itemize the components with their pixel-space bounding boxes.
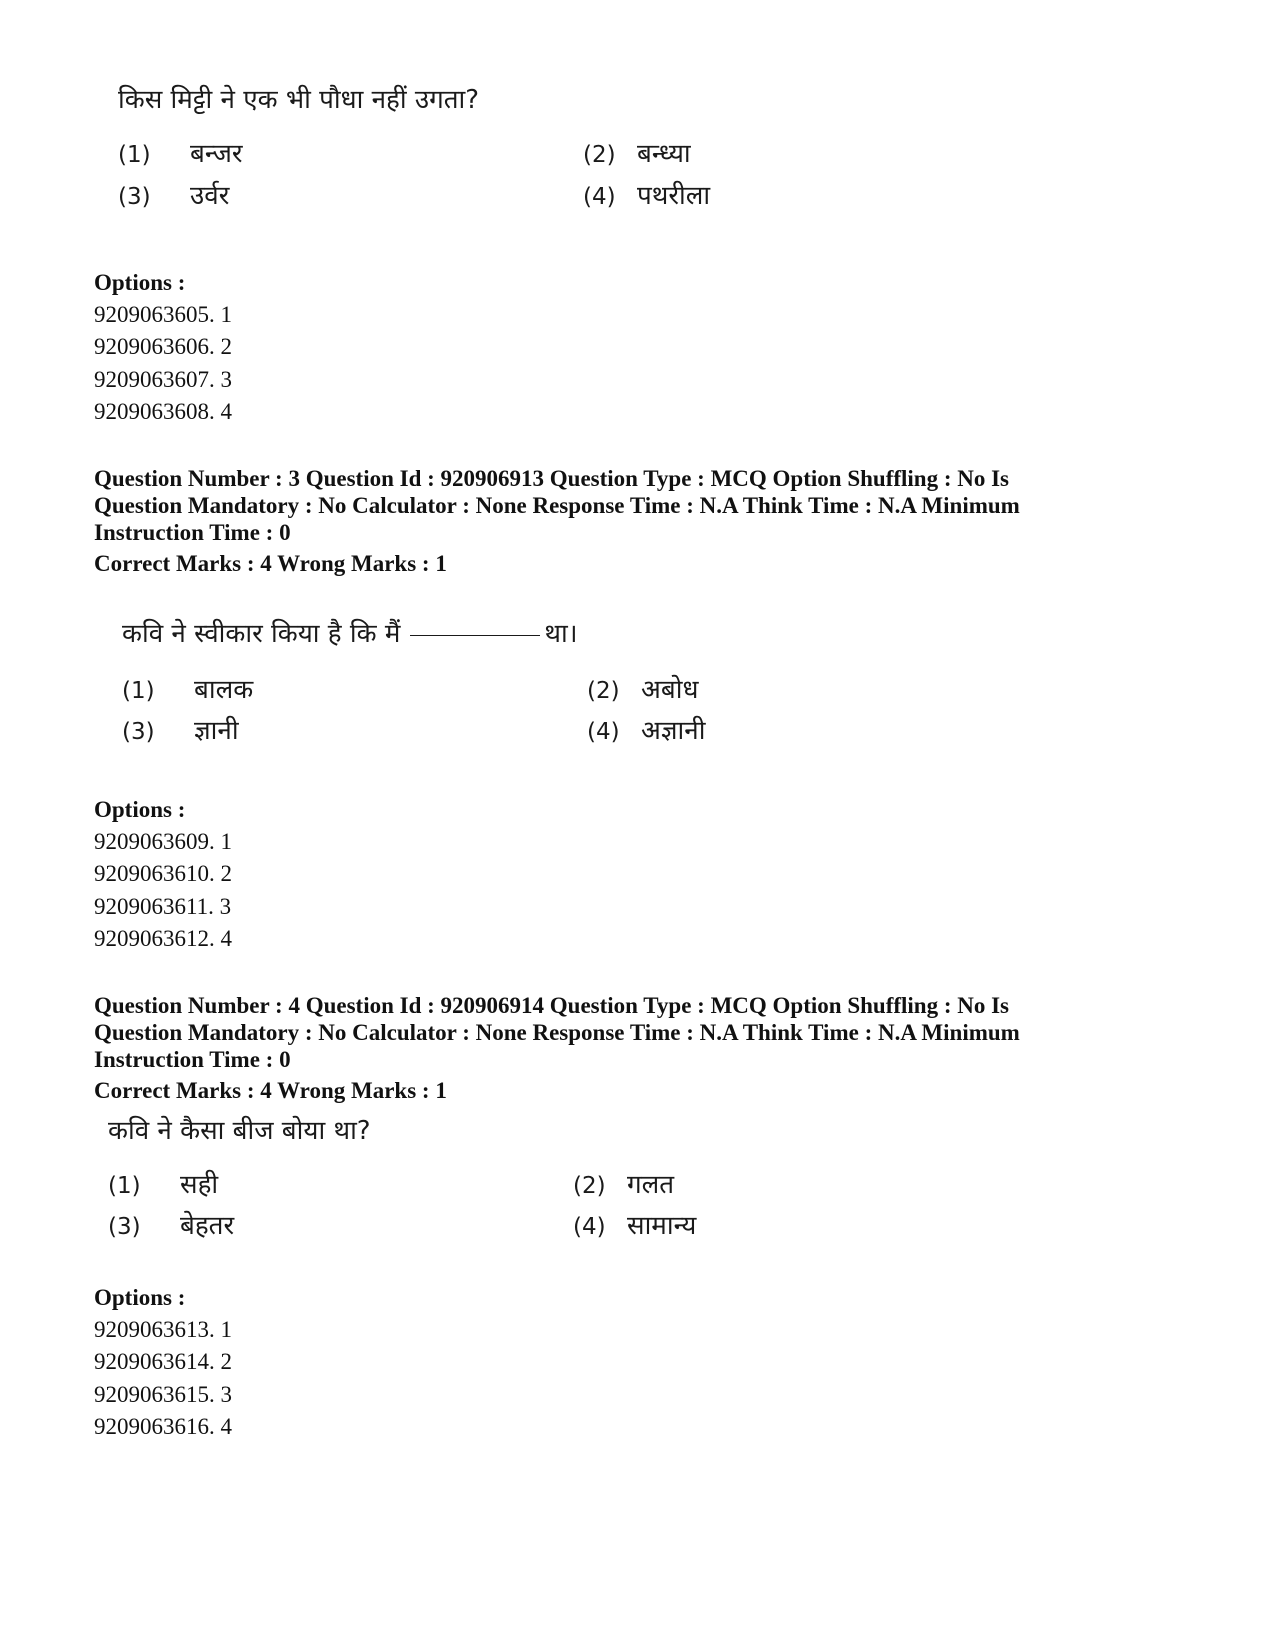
option-id: 9209063605. 1	[94, 302, 232, 327]
question-3-meta	[94, 465, 1094, 546]
meta-line: Question Number : 4 Question Id : 920906914 Question Type : MCQ Option Shuffling : No Is	[94, 993, 1010, 1018]
question-3-image	[0, 600, 1275, 760]
question-3-text	[122, 614, 578, 650]
option-number: (2)	[573, 1173, 606, 1199]
options-heading: Options :	[94, 1285, 186, 1310]
option-id: 9209063615. 3	[94, 1382, 232, 1407]
question-text-before-blank: कवि ने स्वीकार किया है कि मैं	[122, 619, 401, 649]
option-text: बन्ध्या	[637, 139, 691, 169]
option-id: 9209063609. 1	[94, 829, 232, 854]
option-id: 9209063608. 4	[94, 399, 232, 424]
option-text: सामान्य	[627, 1211, 697, 1241]
option-text: बेहतर	[180, 1211, 235, 1241]
option-number: (3)	[118, 184, 151, 210]
meta-line: Question Mandatory : No Calculator : None Response Time : N.A Think Time : N.A Minimum	[94, 1020, 1020, 1045]
option-text: गलत	[627, 1170, 675, 1200]
option-number: (4)	[587, 719, 620, 745]
question-4-meta	[94, 992, 1094, 1073]
option-text: सही	[180, 1170, 219, 1200]
question-4-option-3	[108, 1206, 234, 1242]
option-number: (2)	[587, 678, 620, 704]
meta-line: Instruction Time : 0	[94, 1047, 291, 1072]
question-4-marks: Correct Marks : 4 Wrong Marks : 1	[94, 1078, 447, 1103]
option-id: 9209063606. 2	[94, 334, 232, 359]
question-4-option-1	[108, 1165, 218, 1201]
option-text: पथरीला	[637, 181, 711, 211]
option-number: (4)	[573, 1214, 606, 1240]
options-heading: Options :	[94, 270, 186, 295]
option-number: (3)	[108, 1214, 141, 1240]
option-number: (4)	[583, 184, 616, 210]
option-id: 9209063614. 2	[94, 1349, 232, 1374]
option-number: (3)	[122, 719, 155, 745]
question-2-option-1	[118, 134, 243, 170]
option-number: (1)	[108, 1173, 141, 1199]
option-text: उर्वर	[190, 181, 230, 211]
question-4-text: कवि ने कैसा बीज बोया था?	[108, 1116, 371, 1146]
answer-blank	[410, 634, 540, 636]
option-text: ज्ञानी	[194, 716, 239, 746]
meta-line: Question Mandatory : No Calculator : None Response Time : N.A Think Time : N.A Minimum	[94, 493, 1020, 518]
question-3-option-1	[122, 670, 253, 706]
option-id: 9209063612. 4	[94, 926, 232, 951]
option-id: 9209063607. 3	[94, 367, 232, 392]
option-number: (2)	[583, 142, 616, 168]
option-text: अज्ञानी	[641, 716, 706, 746]
question-3-marks: Correct Marks : 4 Wrong Marks : 1	[94, 551, 447, 576]
option-id: 9209063610. 2	[94, 861, 232, 886]
meta-line: Question Number : 3 Question Id : 920906913 Question Type : MCQ Option Shuffling : No Is	[94, 466, 1010, 491]
option-text: बन्जर	[190, 139, 243, 169]
question-3-option-3	[122, 711, 239, 747]
question-2-option-4	[583, 176, 710, 212]
question-text-after-blank: था।	[544, 619, 578, 649]
question-4-option-2	[573, 1165, 674, 1201]
option-number: (1)	[118, 142, 151, 168]
option-id: 9209063613. 1	[94, 1317, 232, 1342]
options-heading: Options :	[94, 797, 186, 822]
question-2-option-3	[118, 176, 229, 212]
option-number: (1)	[122, 678, 155, 704]
question-3-option-2	[587, 670, 698, 706]
option-text: अबोध	[641, 675, 699, 705]
option-id: 9209063611. 3	[94, 894, 232, 919]
question-2-text: किस मिट्टी ने एक भी पौधा नहीं उगता?	[118, 85, 480, 115]
question-4-option-4	[573, 1206, 696, 1242]
meta-line: Instruction Time : 0	[94, 520, 291, 545]
question-2-image	[0, 0, 1275, 230]
option-text: बालक	[194, 675, 254, 705]
question-2-option-2	[583, 134, 691, 170]
option-id: 9209063616. 4	[94, 1414, 232, 1439]
question-3-option-4	[587, 711, 705, 747]
question-4-image	[0, 1105, 1275, 1255]
